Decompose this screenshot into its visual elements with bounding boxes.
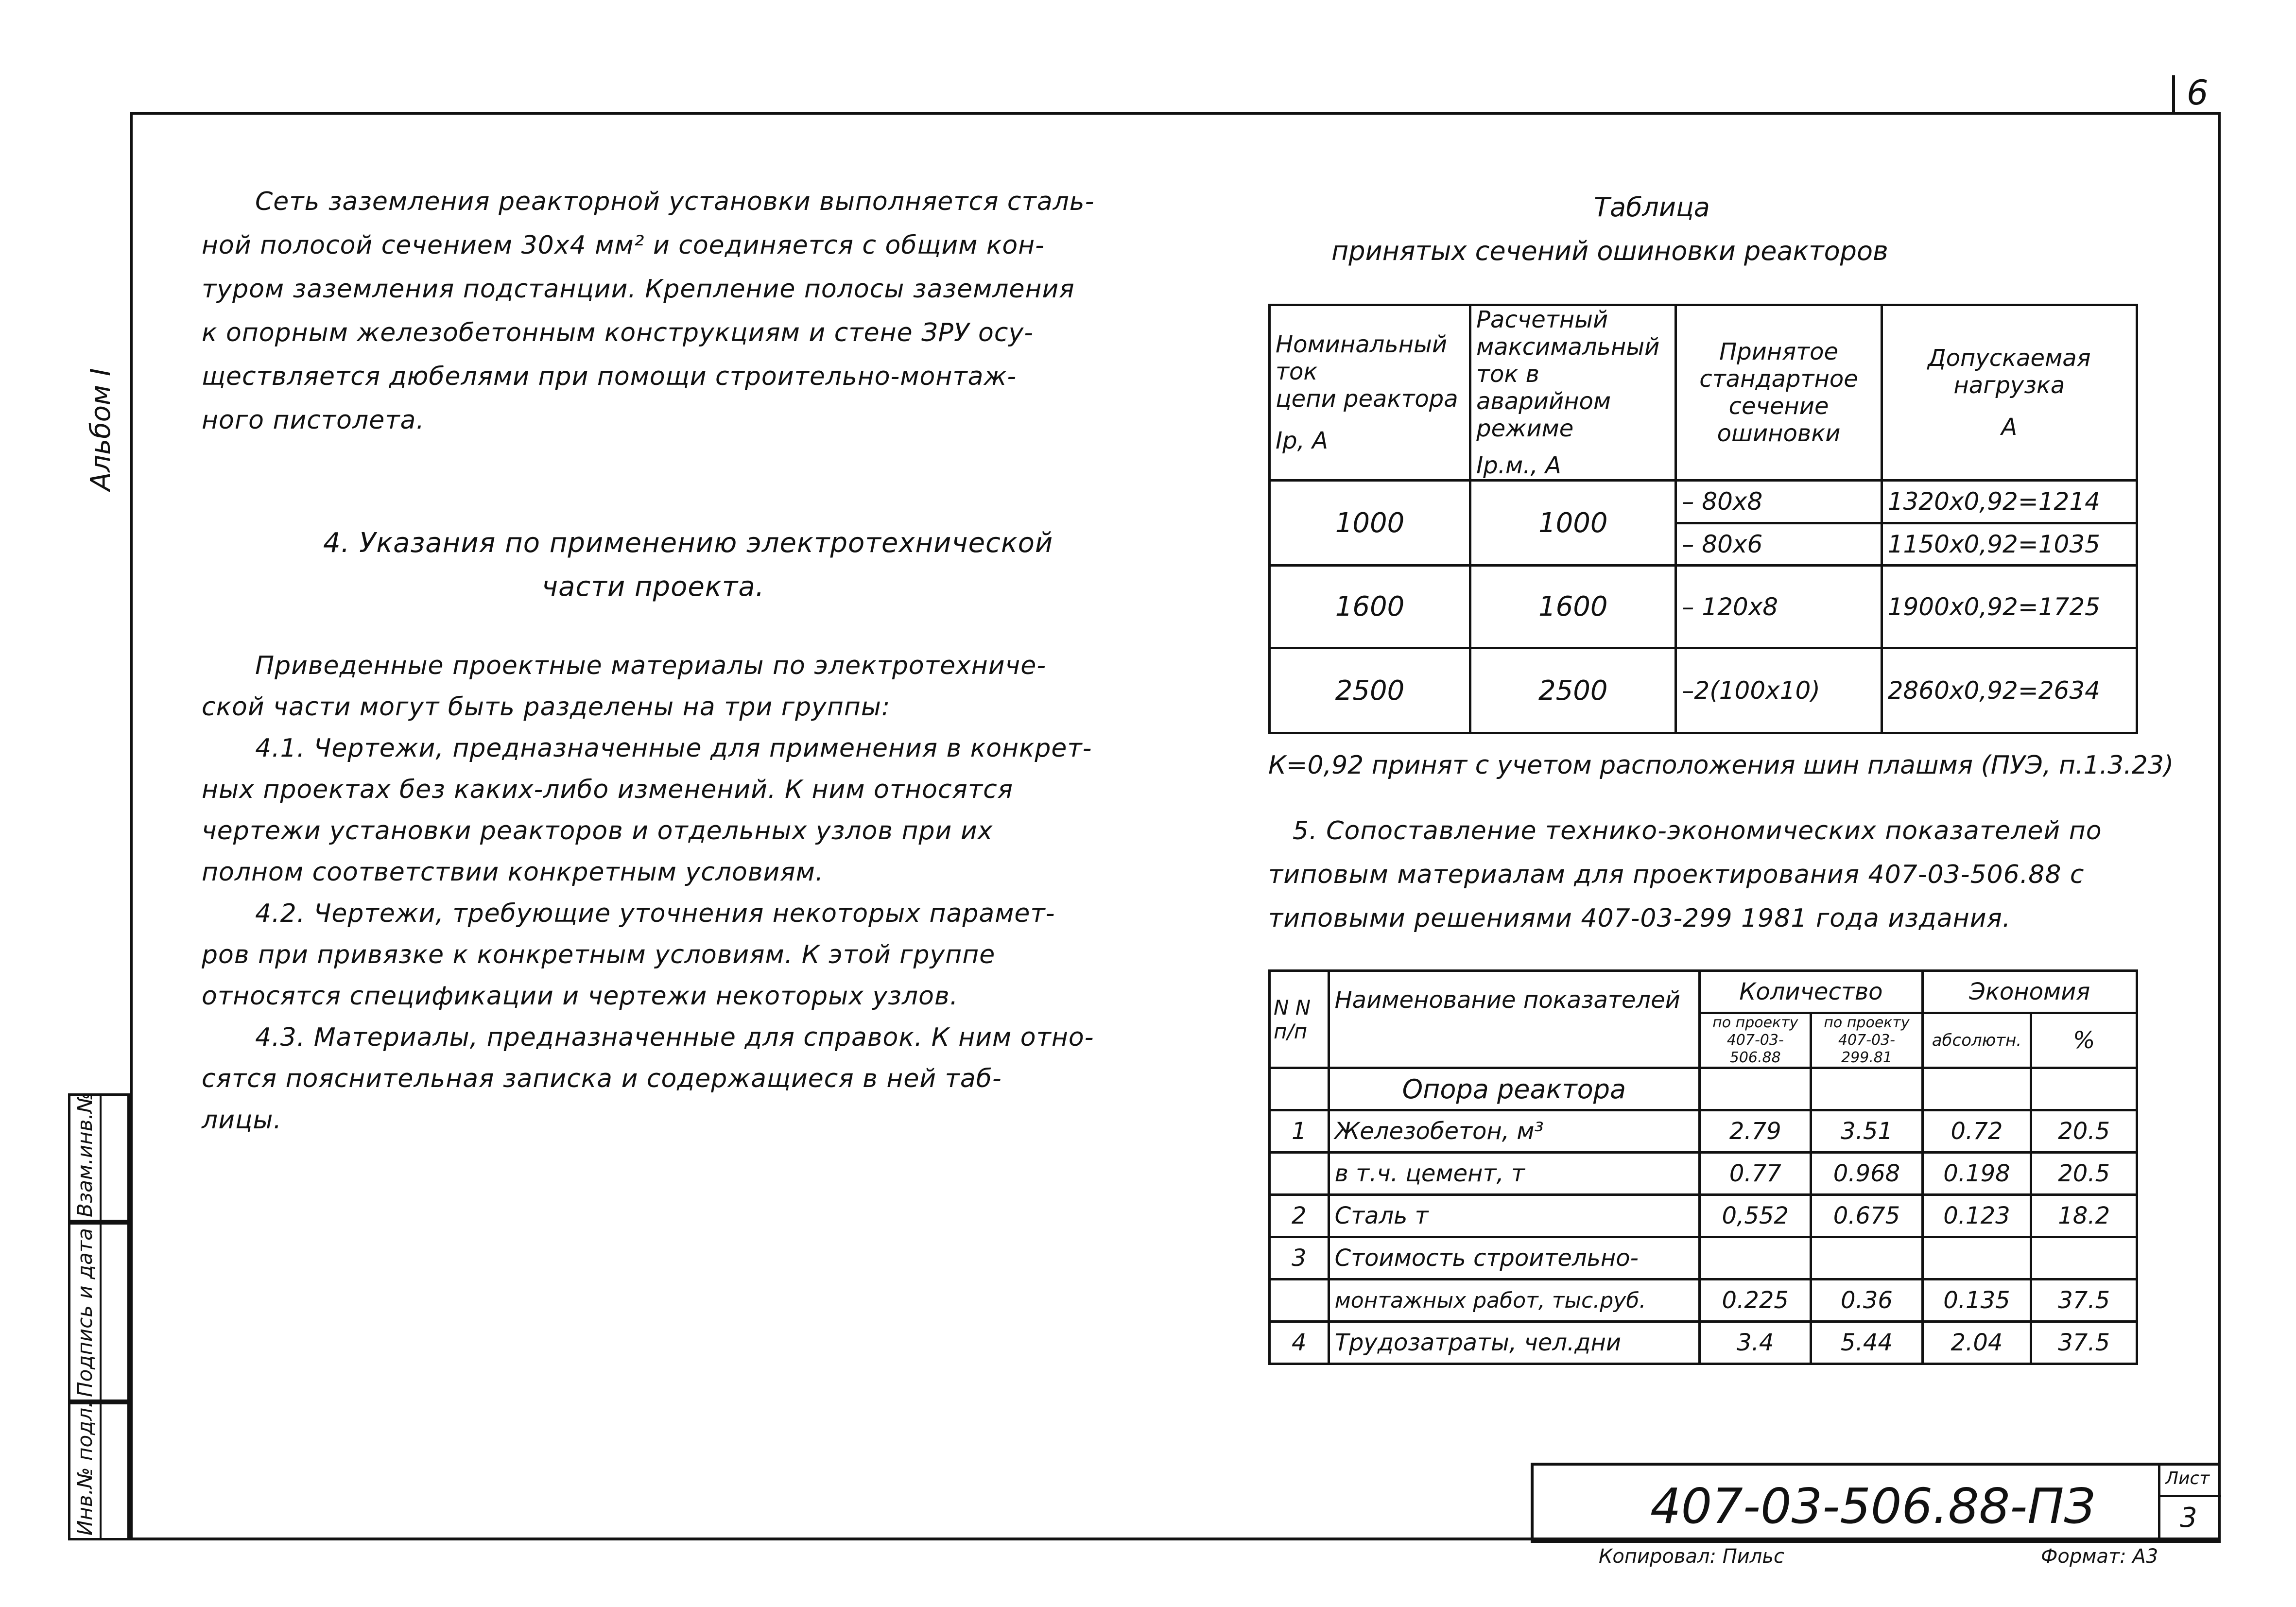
section5-line: типовым материалам для проектирования 407-03-506.88 с (1268, 860, 2085, 889)
table-row (1270, 648, 2137, 733)
table-header-row (1270, 305, 2137, 481)
cell-load: 2860х0,92=2634 (1882, 648, 2137, 733)
format-label: Формат: А3 (2041, 1545, 2158, 1568)
table1-subtitle: принятых сечений ошиновки реакторов (1331, 236, 1888, 266)
section-heading: части проекта. (542, 571, 765, 603)
margin-divider (100, 1093, 102, 1540)
text-line: ров при привязке к конкретным условиям. К этой группе (202, 940, 996, 969)
document-code: 407-03-506.88-ПЗ (1650, 1478, 2095, 1535)
header-econ-pct: % (2031, 1013, 2137, 1068)
text-line: сятся пояснительная записка и содержащиеся в ней таб- (202, 1064, 1002, 1093)
title-block (1531, 1463, 2221, 1543)
album-label: Альбом I (85, 368, 117, 491)
table-row: 2 Сталь т 0,552 0.675 0.123 18.2 (1270, 1195, 2137, 1237)
cell-load: 1900х0,92=1725 (1882, 566, 2137, 648)
row-name: Стоимость строительно- (1329, 1237, 1700, 1279)
text-line: чертежи установки реакторов и отдельных узлов при их (202, 816, 993, 846)
table-row: 3 Стоимость строительно- (1270, 1237, 2137, 1279)
table-row: 1 Железобетон, м³ 2.79 3.51 0.72 20.5 (1270, 1110, 2137, 1153)
cell-nominal: 1600 (1270, 566, 1470, 648)
margin-label-replace: Взам.инв.№ (73, 1091, 97, 1217)
cell-calc: 1600 (1470, 566, 1676, 648)
row-name: Сталь т (1329, 1195, 1700, 1237)
table-header-row (1270, 971, 2137, 1013)
row-name: Железобетон, м³ (1329, 1110, 1700, 1153)
header-name: Наименование показателей (1329, 971, 1700, 1068)
header-qty-b: по проекту 407-03-299.81 (1811, 1013, 1922, 1068)
header-econ-abs: абсолютн. (1922, 1013, 2031, 1068)
cell-section: – 80х6 (1676, 523, 1882, 566)
left-text-block (202, 187, 1125, 1135)
table-row (1270, 1068, 2137, 1110)
page-number: 6 (2187, 73, 2209, 113)
table-row: 4 Трудозатраты, чел.дни 3.4 5.44 2.04 37.5 (1270, 1322, 2137, 1364)
header-num: N N п/п (1270, 971, 1329, 1068)
text-line: ного пистолета. (202, 406, 425, 435)
table-row (1270, 566, 2137, 648)
text-line: полном соответствии конкретным условиям. (202, 858, 824, 887)
header-nominal: Номинальный ток цепи реактора Iр, А (1270, 305, 1470, 481)
table1-note: К=0,92 принят с учетом расположения шин плашмя (ПУЭ, п.1.3.23) (1268, 751, 2174, 780)
row-name: Трудозатраты, чел.дни (1329, 1322, 1700, 1364)
section5-line: типовыми решениями 407-03-299 1981 года издания. (1268, 904, 2011, 933)
text-line: ной полосой сечением 30х4 мм² и соединяется с общим кон- (202, 231, 1045, 260)
text-line: ных проектах без каких-либо изменений. К ним относятся (202, 775, 1013, 804)
stamp-divider (2158, 1466, 2160, 1541)
cell-load: 1150х0,92=1035 (1882, 523, 2137, 566)
sections-table (1268, 304, 2138, 734)
text-line: Приведенные проектные материалы по электротехниче- (255, 651, 1046, 680)
header-calc: Расчетный максимальный ток в аварийном режиме Iр.м., А (1470, 305, 1676, 481)
header-section: Принятое стандартное сечение ошиновки (1676, 305, 1882, 481)
cell-nominal: 2500 (1270, 648, 1470, 733)
header-load: Допускаемая нагрузка А (1882, 305, 2137, 481)
table-row (1270, 481, 2137, 523)
cell-load: 1320х0,92=1214 (1882, 481, 2137, 523)
cell-section: – 120х8 (1676, 566, 1882, 648)
sheet-label: Лист (2165, 1469, 2210, 1488)
table1-title: Таблица (1594, 192, 1710, 223)
text-line: к опорным железобетонным конструкциям и стене ЗРУ осу- (202, 318, 1034, 347)
text-line: ской части могут быть разделены на три группы: (202, 692, 891, 722)
section-heading: 4. Указания по применению электротехнической (323, 527, 1053, 559)
header-qty-a: по проекту 407-03-506.88 (1700, 1013, 1811, 1068)
table-row: монтажных работ, тыс.руб. 0.225 0.36 0.135 37.5 (1270, 1279, 2137, 1322)
text-line: 4.3. Материалы, предназначенные для справок. К ним отно- (255, 1023, 1094, 1052)
row-name: монтажных работ, тыс.руб. (1329, 1279, 1700, 1322)
row-name: в т.ч. цемент, т (1329, 1153, 1700, 1195)
comparison-table (1268, 969, 2138, 1365)
text-line: 4.2. Чертежи, требующие уточнения некоторых парамет- (255, 899, 1055, 928)
table-row: в т.ч. цемент, т 0.77 0.968 0.198 20.5 (1270, 1153, 2137, 1195)
stamp-hline (2158, 1495, 2221, 1497)
header-qty: Количество (1700, 971, 1922, 1013)
group-label: Опора реактора (1329, 1068, 1700, 1110)
header-econ: Экономия (1922, 971, 2137, 1013)
cell-calc: 2500 (1470, 648, 1676, 733)
page-number-tick (2172, 75, 2175, 114)
sheet-number: 3 (2180, 1502, 2197, 1534)
text-line: Сеть заземления реакторной установки выполняется сталь- (255, 187, 1095, 216)
cell-section: –2(100х10) (1676, 648, 1882, 733)
section5-line: 5. Сопоставление технико-экономических показателей по (1293, 816, 2102, 846)
cell-section: – 80х8 (1676, 481, 1882, 523)
text-line: 4.1. Чертежи, предназначенные для применения в конкрет- (255, 734, 1092, 763)
text-line: туром заземления подстанции. Крепление полосы заземления (202, 275, 1075, 304)
cell-nominal: 1000 (1270, 481, 1470, 566)
text-line: лицы. (202, 1106, 282, 1135)
margin-label-sign: Подпись и дата (73, 1228, 97, 1397)
text-line: ществляется дюбелями при помощи строительно-монтаж- (202, 362, 1017, 391)
copied-by: Копировал: Пильс (1599, 1545, 1784, 1568)
cell-calc: 1000 (1470, 481, 1676, 566)
text-line: относятся спецификации и чертежи некоторых узлов. (202, 982, 959, 1011)
margin-label-inv: Инв.№ подл. (73, 1401, 97, 1536)
